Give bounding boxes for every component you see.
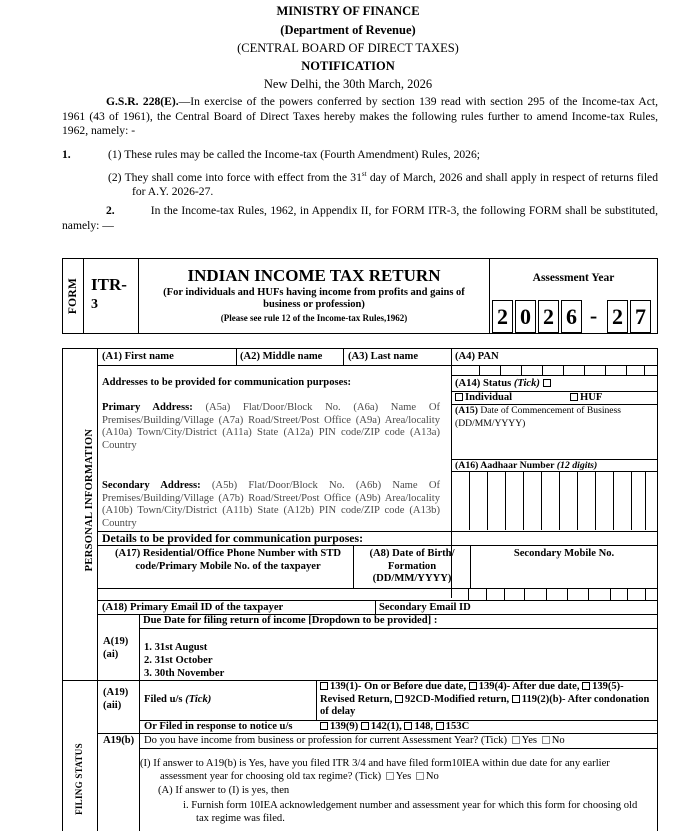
checkbox-icon[interactable] — [570, 393, 578, 401]
question-i-text: (I) If answer to A19(b) is Yes, have you filed ITR 3/4 and have filed form10IEA within due date for any earlier assessment year for choosing old tax regime? (Tick) — [140, 758, 610, 782]
aadhaar-text: (A16) Aadhaar Number — [455, 460, 555, 471]
gsr-reference: G.S.R. 228(E). — [106, 95, 179, 108]
checkbox-icon[interactable] — [404, 722, 412, 730]
a15-code: (A15) — [455, 405, 478, 416]
communication-details-heading: Details to be provided for communication purposes: — [102, 531, 364, 545]
notice-label: Or Filed in response to notice u/s — [144, 721, 293, 732]
checkbox-icon[interactable] — [542, 736, 550, 744]
due-date-heading: Due Date for filing return of income [Dropdown to be provided] : — [143, 615, 438, 626]
phone-label: (A17) Residential/Office Phone Number with STD code/Primary Mobile No. of the taxpayer — [114, 548, 342, 572]
due-option-1[interactable]: 1. 31st August — [144, 642, 208, 653]
question-a: (A) If answer to (I) is yes, then — [158, 785, 290, 796]
ay-digit: 2 — [492, 300, 513, 333]
a19b-label: A19(b) — [103, 735, 135, 746]
personal-info-side-label: PERSONAL INFORMATION — [84, 428, 95, 572]
dob-label: (A8) Date of Birth/ Formation (DD/MM/YYYY) — [369, 548, 455, 584]
yes-label: Yes — [395, 770, 412, 782]
filed-us-tick-hint: (Tick) — [185, 694, 212, 705]
opt-139-4: 139(4)- After due date, — [478, 681, 580, 692]
a19b-question-text: Do you have income from business or profession for current Assessment Year? (Tick) — [144, 735, 507, 746]
filed-us-label — [144, 694, 211, 707]
rule-2-pre: (2) They shall come into force with effect from the 31 — [108, 170, 362, 184]
filed-section-options — [320, 681, 656, 719]
yes-label: Yes — [521, 735, 538, 746]
filing-status-side-label: FILING STATUS — [74, 743, 84, 815]
secondary-email-label: Secondary Email ID — [379, 602, 471, 613]
checkbox-icon[interactable] — [361, 722, 369, 730]
opt-92cd: 92CD-Modified return, — [404, 693, 510, 705]
checkbox-icon[interactable] — [386, 772, 394, 780]
itr-line-2: 3 — [91, 297, 98, 312]
rule-2-text — [108, 167, 658, 200]
secondary-address-label: Secondary Address: — [102, 480, 201, 491]
place-date: New Delhi, the 30th March, 2026 — [263, 77, 433, 91]
checkbox-icon[interactable] — [582, 682, 590, 690]
opt-148: 148, — [414, 721, 434, 732]
filed-us-text: Filed u/s — [144, 694, 183, 705]
addresses-heading: Addresses to be provided for communication purposes: — [102, 377, 351, 388]
due-option-2[interactable]: 2. 31st October — [144, 655, 213, 666]
ministry-heading: MINISTRY OF FINANCE — [276, 4, 420, 18]
checkbox-icon[interactable] — [320, 682, 328, 690]
pan-label: (A4) PAN — [455, 351, 499, 362]
checkbox-icon[interactable] — [543, 379, 551, 387]
assessment-year-boxes — [492, 300, 656, 331]
a19aii-label: (A19) (aii) — [103, 687, 129, 711]
notice-options — [320, 721, 469, 734]
form-subtitle: (For individuals and HUFs having income from profits and gains of business or profession) — [163, 287, 465, 310]
due-option-3[interactable]: 3. 30th November — [144, 668, 225, 679]
form-title: INDIAN INCOME TAX RETURN — [187, 266, 441, 285]
primary-address-fields — [102, 402, 440, 452]
opt-119: 119(2)(b)- After condonation of delay — [320, 693, 650, 718]
rule-1-text: (1) These rules may be called the Income-tax (Fourth Amendment) Rules, 2026; — [108, 148, 480, 161]
status-tick-hint: (Tick) — [513, 378, 540, 389]
checkbox-icon[interactable] — [436, 722, 444, 730]
question-i — [140, 758, 652, 783]
individual-label: Individual — [465, 392, 513, 403]
ay-digit: 0 — [515, 300, 536, 333]
rule-2-sup: st — [361, 170, 367, 178]
opt-153c: 153C — [445, 721, 470, 732]
paragraph-2-text: In the Income-tax Rules, 1962, in Appendix II, for FORM ITR-3, the following FORM shall be substituted, namely: — — [62, 204, 658, 232]
secondary-address-text: (A5b) Flat/Door/Block No. (A6b) Name Of Premises/Building/Village (A7b) Road/Street/Post Office (A9b) Area/locality (A10b) Town/City/District (A11b) State (A12b) PIN code/ZIP code (A13b) Country — [102, 480, 440, 529]
checkbox-icon[interactable] — [469, 682, 477, 690]
email-label: (A18) Primary Email ID of the taxpayer — [102, 602, 284, 613]
checkbox-icon[interactable] — [455, 393, 463, 401]
primary-address-label: Primary Address: — [102, 402, 193, 413]
board-heading: (CENTRAL BOARD OF DIRECT TAXES) — [237, 41, 459, 55]
no-label: No — [551, 735, 565, 746]
question-a-i: i. Furnish form 10IEA acknowledgement number and assessment year for which this form for choosing old tax regime was filed. — [183, 800, 638, 824]
status-label-text: (A14) Status — [455, 378, 512, 389]
paragraph-2-number: 2. — [106, 204, 115, 217]
aadhaar-hint: (12 digits) — [556, 460, 598, 471]
huf-label: HUF — [580, 392, 603, 403]
middle-name-label: (A2) Middle name — [240, 351, 323, 362]
checkbox-icon[interactable] — [395, 695, 403, 703]
ay-digit: 6 — [561, 300, 582, 333]
ay-dash: - — [589, 303, 598, 328]
secondary-address-fields — [102, 480, 440, 530]
checkbox-icon[interactable] — [320, 722, 328, 730]
assessment-year-label: Assessment Year — [532, 272, 615, 284]
last-name-label: (A3) Last name — [348, 351, 419, 362]
commencement-date-label — [455, 405, 653, 430]
itr-line-1: ITR- — [91, 275, 127, 294]
rule-1-number: 1. — [62, 148, 71, 161]
opt-139-9: 139(9) — [330, 721, 359, 732]
a19b-question — [144, 735, 565, 748]
opt-139-1: 139(1)- On or Before due date, — [330, 681, 467, 692]
notification-heading: NOTIFICATION — [301, 59, 395, 73]
primary-address-text: (A5a) Flat/Door/Block No. (A6a) Name Of Premises/Building/Village (A7a) Road/Street/Post Office (A9a) Area/locality (A10a) Town/City/District (A11a) State (A12a) PIN code/ZIP code (A13a) Country — [102, 402, 440, 451]
ay-digit: 2 — [607, 300, 628, 333]
checkbox-icon[interactable] — [512, 695, 520, 703]
status-individual[interactable] — [455, 392, 512, 405]
checkbox-icon[interactable] — [512, 736, 520, 744]
status-label — [455, 378, 553, 391]
rule-2-post: day of March, 2026 and shall apply in respect of returns filed for A.Y. 2026-27. — [132, 170, 658, 199]
opt-139-5: 139(5)- Revised Return, — [320, 681, 624, 705]
opt-142-1: 142(1), — [370, 721, 402, 732]
a19ai-label: A(19) (ai) — [103, 636, 129, 660]
status-huf[interactable] — [570, 392, 602, 405]
ay-digit: 7 — [630, 300, 651, 333]
form-rule-note: (Please see rule 12 of the Income-tax Rules,1962) — [220, 313, 408, 323]
checkbox-icon[interactable] — [416, 772, 424, 780]
a15-text: Date of Commencement of Business (DD/MM/YYYY) — [455, 405, 622, 429]
paragraph-2 — [62, 204, 658, 233]
ay-digit: 2 — [538, 300, 559, 333]
form-label: FORM — [67, 277, 79, 315]
preamble-paragraph — [62, 95, 658, 139]
department-heading: (Department of Revenue) — [280, 23, 416, 37]
secondary-mobile-label: Secondary Mobile No. — [513, 548, 615, 559]
preamble-text: —In exercise of the powers conferred by section 139 read with section 295 of the Income-tax Act, 1961 (43 of 1961), the Central Board of Direct Taxes hereby makes the following rules further to amend Income-tax Rules, 1962, namely: - — [62, 95, 658, 137]
no-label: No — [425, 770, 439, 782]
first-name-label: (A1) First name — [102, 351, 174, 362]
